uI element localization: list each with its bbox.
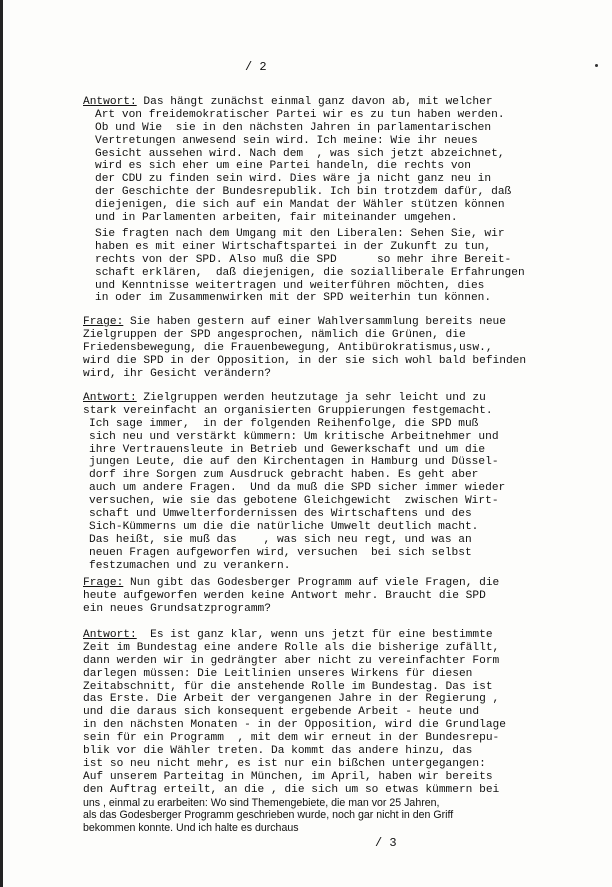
- text-line: [83, 431, 611, 444]
- text-line: [83, 693, 611, 706]
- text-line: [83, 771, 611, 784]
- line-text: stark vereinfacht an organisierten Gruppierungen festgemacht.: [83, 404, 493, 417]
- line-text: schaft erklären, daß diejenigen, die sozialliberale Erfahrungen: [95, 266, 525, 279]
- line-text: Es ist ganz klar, wenn uns jetzt für eine bestimmte: [136, 629, 493, 641]
- line-text: wird die SPD in der Opposition, in der sie sich wohl bald befinden: [83, 354, 527, 367]
- text-line: [83, 418, 611, 431]
- text-line: [83, 186, 611, 199]
- line-text: schaft und Umwelterfordernissen des Wirtschaftens und des: [89, 508, 472, 521]
- line-text: diejenigen, die sich auf ein Mandat der Wähler stützen können: [95, 199, 505, 212]
- text-line: [83, 547, 611, 560]
- text-line: [83, 456, 611, 469]
- line-text: ihre Vertrauensleute in Betrieb und Gewerkschaft und um die: [89, 443, 486, 456]
- text-line: [83, 590, 611, 603]
- page-number: / 2: [245, 60, 267, 74]
- line-text: neuen Fragen aufgeworfen wird, versuchen bei sich selbst: [89, 546, 472, 559]
- text-block: [83, 577, 611, 616]
- line-text: versuchen, wie sie das gebotene Gleichgewicht zwischen Wirt-: [89, 495, 499, 508]
- text-line: [83, 603, 611, 616]
- text-line: [83, 96, 611, 109]
- line-text: Sich-Kümmerns um die die natürliche Umwelt deutlich macht.: [89, 520, 479, 533]
- line-text: wird, ihr Gesicht verändern?: [83, 367, 271, 380]
- text-line: [83, 405, 611, 418]
- line-text: ist so neu nicht mehr, es ist nur ein bißchen untergegangen:: [83, 757, 486, 770]
- line-text: das Erste. Die Arbeit der vergangenen Jahre in der Regierung ,: [83, 693, 500, 706]
- text-line: [83, 758, 611, 771]
- text-line: [83, 280, 611, 293]
- text-line: [83, 292, 611, 305]
- line-text: heute aufgeworfen werden keine Antwort mehr. Braucht die SPD: [83, 589, 486, 602]
- text-line: [83, 629, 611, 642]
- line-text: auch um andere Fragen. Und da muß die SPD sicher immer wieder: [89, 482, 506, 495]
- line-text: bekommen konnte. Und ich halte es durchaus: [83, 822, 299, 835]
- text-line: [83, 316, 611, 329]
- line-text: dorf ihre Sorgen zum Ausdruck gebracht haben. Es geht aber: [89, 469, 479, 482]
- text-line: [83, 173, 611, 186]
- line-text: ein neues Grundsatzprogramm?: [83, 602, 271, 615]
- text-line: [83, 719, 611, 732]
- scan-speck: [595, 64, 598, 67]
- line-text: Das heißt, sie muß das , was sich neu regt, und was an: [89, 533, 472, 546]
- text-line: [83, 199, 611, 212]
- text-line: [83, 681, 611, 694]
- text-line: [83, 668, 611, 681]
- line-text: sein für ein Programm , mit dem wir erneut in der Bundesrepu-: [83, 732, 500, 745]
- line-text: Sie haben gestern auf einer Wahlversammlung bereits neue: [123, 316, 506, 328]
- line-text: jungen Leute, die auf den Kirchentagen in Hamburg und Düssel-: [89, 456, 499, 469]
- line-text: Sie fragten nach dem Umgang mit den Liberalen: Sehen Sie, wir: [95, 228, 505, 240]
- text-line: [83, 577, 611, 590]
- line-text: als das Godesberger Programm geschrieben wurde, noch gar nicht in den Griff: [83, 809, 454, 822]
- text-line: [83, 212, 611, 225]
- text-line: [83, 508, 611, 521]
- text-line: [83, 329, 611, 342]
- line-text: blik vor die Wähler treten. Da kommt das andere hinzu, das: [83, 745, 473, 758]
- line-text: Zielgruppen werden heutzutage ja sehr leicht und zu: [136, 392, 486, 404]
- line-text: Nun gibt das Godesberger Programm auf viele Fragen, die: [123, 577, 500, 589]
- text-line: [83, 160, 611, 173]
- text-line: [83, 355, 611, 368]
- speaker-label: Antwort:: [83, 96, 137, 108]
- line-text: sich neu und verstärkt kümmern: Um kritische Arbeitnehmer und: [89, 430, 499, 443]
- speaker-label: Frage:: [83, 316, 124, 328]
- text-line: [83, 521, 611, 534]
- text-block: [83, 316, 611, 380]
- text-line: [83, 655, 611, 668]
- text-line: [83, 122, 611, 135]
- text-line: [83, 809, 611, 822]
- line-text: festzumachen und zu verankern.: [89, 559, 291, 572]
- line-text: Zielgruppen der SPD angesprochen, nämlich die Grünen, die: [83, 328, 466, 341]
- text-line: [83, 642, 611, 655]
- text-line: [83, 228, 611, 241]
- line-text: der Geschichte der Bundesrepublik. Ich bin trotzdem dafür, daß: [95, 186, 512, 199]
- text-line: [83, 784, 611, 797]
- speaker-label: Frage:: [83, 577, 124, 589]
- text-line: [83, 745, 611, 758]
- next-page-marker: / 3: [375, 836, 397, 850]
- line-text: wird es sich eher um eine Partei handeln, die rechts von: [95, 160, 471, 173]
- line-text: und Kenntnisse weitertragen und weiterführen möchten, dies: [95, 279, 485, 292]
- line-text: haben es mit einer Wirtschaftspartei in der Zukunft zu tun,: [95, 240, 492, 253]
- line-text: Auf unserem Parteitag in München, im April, haben wir bereits: [83, 770, 493, 783]
- line-text: rechts von der SPD. Also muß die SPD so mehr ihre Bereit-: [95, 253, 512, 266]
- text-line: [83, 148, 611, 161]
- speaker-label: Antwort:: [83, 629, 137, 641]
- line-text: dann werden wir in gedrängter aber nicht zu vereinfachter Form: [83, 654, 500, 667]
- text-line: [83, 109, 611, 122]
- line-text: Zeit im Bundestag eine andere Rolle als die bisherige zufällt,: [83, 641, 500, 654]
- text-line: [83, 342, 611, 355]
- line-text: in den nächsten Monaten - in der Opposition, wird die Grundlage: [83, 719, 506, 732]
- text-line: [83, 534, 611, 547]
- line-text: Vertretungen anwesend sein wird. Ich meine: Wie ihr neues: [95, 134, 478, 147]
- text-line: [83, 241, 611, 254]
- text-block: [83, 96, 611, 225]
- line-text: Art von freidemokratischer Partei wir es zu tun haben werden.: [95, 108, 505, 121]
- text-block: [83, 629, 611, 835]
- text-line: [83, 135, 611, 148]
- text-block: [83, 392, 611, 572]
- line-text: Ich sage immer, in der folgenden Reihenfolge, die SPD muß: [89, 417, 479, 430]
- line-text: in oder im Zusammenwirken mit der SPD weiterhin tun können.: [95, 292, 492, 305]
- line-text: Zeitabschnitt, für die anstehende Rolle im Bundestag. Das ist: [83, 680, 493, 693]
- text-line: [83, 444, 611, 457]
- line-text: der CDU zu finden sein wird. Dies wäre ja nicht ganz neu in: [95, 173, 492, 186]
- text-line: [83, 495, 611, 508]
- text-line: [83, 732, 611, 745]
- line-text: Ob und Wie sie in den nächsten Jahren in parlamentarischen: [95, 121, 492, 134]
- line-text: den Auftrag erteilt, an die , die sich um so etwas kümmern bei: [83, 783, 500, 796]
- text-line: [83, 267, 611, 280]
- text-line: [83, 368, 611, 381]
- text-line: [83, 392, 611, 405]
- text-line: [83, 822, 611, 835]
- text-line: [83, 797, 611, 810]
- line-text: Gesicht aussehen wird. Nach dem , was sich jetzt abzeichnet,: [95, 147, 505, 160]
- line-text: darlegen müssen: Die Leitlinien unseres Wirkens für diesen: [83, 667, 473, 680]
- line-text: Das hängt zunächst einmal ganz davon ab, mit welcher: [136, 96, 493, 108]
- speaker-label: Antwort:: [83, 392, 137, 404]
- line-text: und in Parlamenten arbeiten, fair miteinander umgehen.: [95, 212, 458, 225]
- line-text: und die daraus sich konsequent ergebende Arbeit - heute und: [83, 706, 480, 719]
- text-block: [83, 228, 611, 305]
- text-line: [83, 706, 611, 719]
- line-text: Friedensbewegung, die Frauenbewegung, Antibürokratismus,usw.,: [83, 341, 493, 354]
- text-line: [83, 469, 611, 482]
- text-line: [83, 254, 611, 267]
- line-text: uns , einmal zu erarbeiten: Wo sind Themengebiete, die man vor 25 Jahren,: [83, 796, 440, 809]
- text-line: [83, 482, 611, 495]
- text-line: [83, 560, 611, 573]
